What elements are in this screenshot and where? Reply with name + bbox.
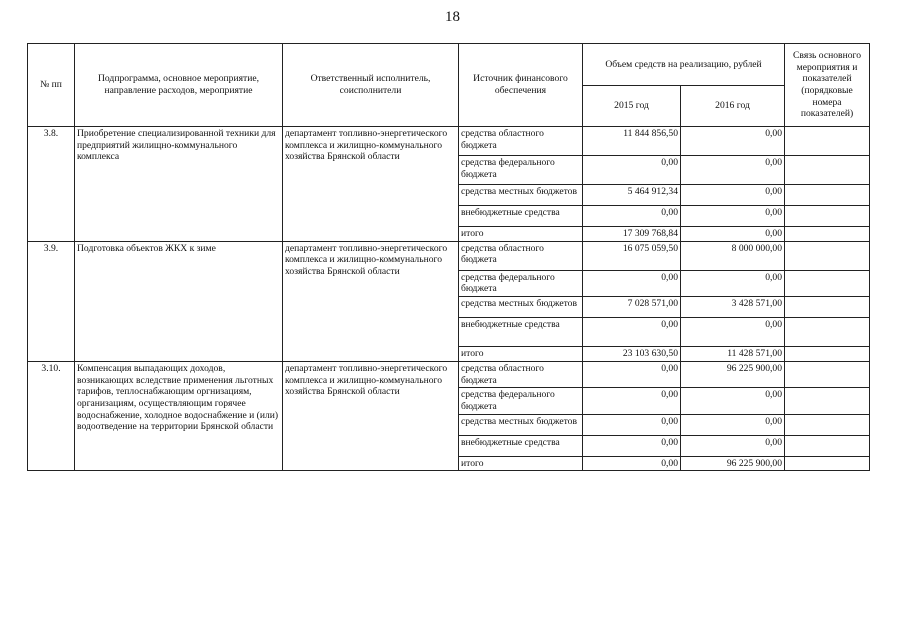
amount-2015-cell: 11 844 856,50 [583, 127, 681, 156]
amount-2015-cell: 0,00 [583, 318, 681, 347]
source-cell: итого [459, 227, 583, 242]
amount-2016-cell: 0,00 [681, 206, 785, 227]
amount-2016-cell: 8 000 000,00 [681, 241, 785, 270]
amount-2016-cell: 11 428 571,00 [681, 347, 785, 362]
header-link: Связь основного мероприятия и показателей (порядковые номера показателей) [785, 44, 870, 127]
program-cell: Подготовка объектов ЖКХ к зиме [75, 241, 283, 361]
table-row [28, 127, 870, 156]
row-number: 3.10. [28, 361, 75, 471]
amount-2015-cell: 0,00 [583, 435, 681, 456]
amount-2016-cell: 0,00 [681, 185, 785, 206]
table-row [28, 241, 870, 270]
amount-2016-cell: 0,00 [681, 388, 785, 414]
amount-2016-cell: 0,00 [681, 270, 785, 296]
amount-2016-cell: 0,00 [681, 227, 785, 242]
source-cell: средства федерального бюджета [459, 388, 583, 414]
link-cell [785, 241, 870, 270]
source-cell: средства местных бюджетов [459, 297, 583, 318]
source-cell: средства местных бюджетов [459, 414, 583, 435]
link-cell [785, 435, 870, 456]
amount-2015-cell: 5 464 912,34 [583, 185, 681, 206]
link-cell [785, 297, 870, 318]
table-row [28, 361, 870, 387]
source-cell: итого [459, 347, 583, 362]
source-cell: итого [459, 456, 583, 471]
link-cell [785, 318, 870, 347]
header-num: № пп [28, 44, 75, 127]
amount-2016-cell: 3 428 571,00 [681, 297, 785, 318]
source-cell: средства областного бюджета [459, 361, 583, 387]
source-cell: средства местных бюджетов [459, 185, 583, 206]
source-cell: внебюджетные средства [459, 206, 583, 227]
source-cell: средства областного бюджета [459, 127, 583, 156]
executor-cell: департамент топливно-энергетического комплекса и жилищно-коммунального хозяйства Брянской области [283, 127, 459, 242]
source-cell: средства федерального бюджета [459, 270, 583, 296]
source-cell: внебюджетные средства [459, 318, 583, 347]
link-cell [785, 227, 870, 242]
header-2016: 2016 год [681, 86, 785, 127]
amount-2015-cell: 16 075 059,50 [583, 241, 681, 270]
amount-2015-cell: 0,00 [583, 156, 681, 185]
amount-2016-cell: 0,00 [681, 156, 785, 185]
amount-2015-cell: 0,00 [583, 206, 681, 227]
link-cell [785, 127, 870, 156]
amount-2015-cell: 23 103 630,50 [583, 347, 681, 362]
amount-2015-cell: 0,00 [583, 388, 681, 414]
source-cell: средства федерального бюджета [459, 156, 583, 185]
amount-2015-cell: 17 309 768,84 [583, 227, 681, 242]
amount-2015-cell: 0,00 [583, 270, 681, 296]
source-cell: средства областного бюджета [459, 241, 583, 270]
amount-2015-cell: 0,00 [583, 456, 681, 471]
link-cell [785, 270, 870, 296]
header-source: Источник финансового обеспечения [459, 44, 583, 127]
link-cell [785, 414, 870, 435]
page-number: 18 [445, 9, 460, 25]
amount-2015-cell: 0,00 [583, 414, 681, 435]
header-program: Подпрограмма, основное мероприятие, направление расходов, мероприятие [75, 44, 283, 127]
amount-2016-cell: 0,00 [681, 414, 785, 435]
row-number: 3.8. [28, 127, 75, 242]
link-cell [785, 361, 870, 387]
source-cell: внебюджетные средства [459, 435, 583, 456]
executor-cell: департамент топливно-энергетического комплекса и жилищно-коммунального хозяйства Брянской области [283, 241, 459, 361]
executor-cell: департамент топливно-энергетического комплекса и жилищно-коммунального хозяйства Брянской области [283, 361, 459, 471]
link-cell [785, 156, 870, 185]
amount-2016-cell: 96 225 900,00 [681, 361, 785, 387]
amount-2016-cell: 96 225 900,00 [681, 456, 785, 471]
header-2015: 2015 год [583, 86, 681, 127]
amount-2016-cell: 0,00 [681, 435, 785, 456]
program-cell: Приобретение специализированной техники для предприятий жилищно-коммунального комплекса [75, 127, 283, 242]
amount-2015-cell: 0,00 [583, 361, 681, 387]
program-cell: Компенсация выпадающих доходов, возникающих вследствие применения льготных тарифов, теплоснабжающим оргнизациям, организациям, осуществляющим горячее водоснабжение, холодное водоснабжение и (или) водоотведение на территории Брянской области [75, 361, 283, 471]
row-number: 3.9. [28, 241, 75, 361]
link-cell [785, 456, 870, 471]
link-cell [785, 206, 870, 227]
header-volume: Объем средств на реализацию, рублей [583, 44, 785, 86]
header-executor: Ответственный исполнитель, соисполнители [283, 44, 459, 127]
amount-2015-cell: 7 028 571,00 [583, 297, 681, 318]
budget-table [27, 43, 870, 471]
link-cell [785, 185, 870, 206]
amount-2016-cell: 0,00 [681, 318, 785, 347]
link-cell [785, 347, 870, 362]
link-cell [785, 388, 870, 414]
amount-2016-cell: 0,00 [681, 127, 785, 156]
